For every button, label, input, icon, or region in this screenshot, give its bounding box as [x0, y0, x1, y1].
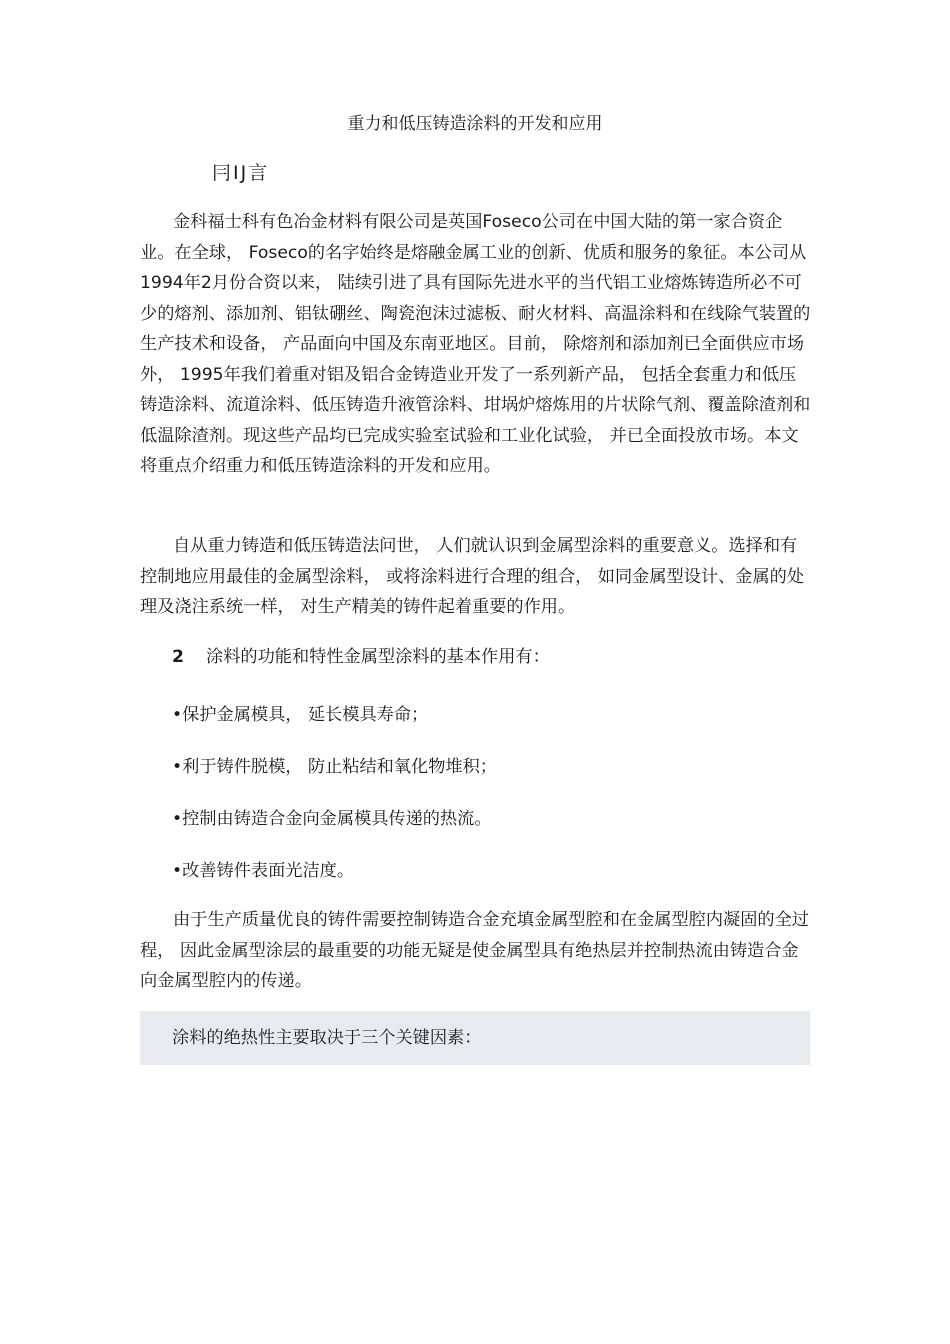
section-heading-text: 涂料的功能和特性金属型涂料的基本作用有：: [206, 647, 550, 667]
section-number: 2: [172, 647, 184, 667]
list-item: •保护金属模具， 延长模具寿命；: [172, 705, 429, 725]
highlighted-line: 涂料的绝热性主要取决于三个关键因素：: [172, 1028, 482, 1048]
section-heading: [172, 644, 550, 670]
document-title: 重力和低压铸造涂料的开发和应用: [347, 114, 603, 134]
list-item: •改善铸件表面光洁度。: [172, 861, 355, 881]
list-item: •利于铸件脱模， 防止粘结和氧化物堆积；: [172, 757, 497, 777]
list-item: •控制由铸造合金向金属模具传递的热流。: [172, 809, 492, 829]
paragraph-coating-significance: 自从重力铸造和低压铸造法问世， 人们就认识到金属型涂料的重要意义。选择和有控制地应用最佳的金属型涂料， 或将涂料进行合理的组合， 如同金属型设计、金属的处理及浇注系统一样， 对生产精美的铸件起着重要的作用。: [140, 536, 805, 617]
paragraph-heat-flow: 由于生产质量优良的铸件需要控制铸造合金充填金属型腔和在金属型腔内凝固的全过程， 因此金属型涂层的最重要的功能无疑是使金属型具有绝热层并控制热流由铸造合金向金属型腔内的传递。: [140, 910, 809, 991]
paragraph-intro: 金科福士科有色冶金材料有限公司是英国Foseco公司在中国大陆的第一家合资企业。在全球， Foseco的名字始终是熔融金属工业的创新、优质和服务的象征。本公司从1994年2月份合资以来， 陆续引进了具有国际先进水平的当代铝工业熔炼铸造所必不可少的熔剂、添加剂、铝钛硼丝、陶瓷泡沫过滤板、耐火材料、高温涂料和在线除气装置的生产技术和设备， 产品面向中国及东南亚地区。目前， 除熔剂和添加剂已全面供应市场外， 1995年我们着重对铝及铝合金铸造业开发了一系列新产品， 包括全套重力和低压铸造涂料、流道涂料、低压铸造升液管涂料、坩埚炉熔炼用的片状除气剂、覆盖除渣剂和低温除渣剂。现这些产品均已完成实验室试验和工业化试验， 并已全面投放市场。本文将重点介绍重力和低压铸造涂料的开发和应用。: [140, 212, 811, 476]
preface-heading: 冃IJ言: [212, 162, 270, 184]
